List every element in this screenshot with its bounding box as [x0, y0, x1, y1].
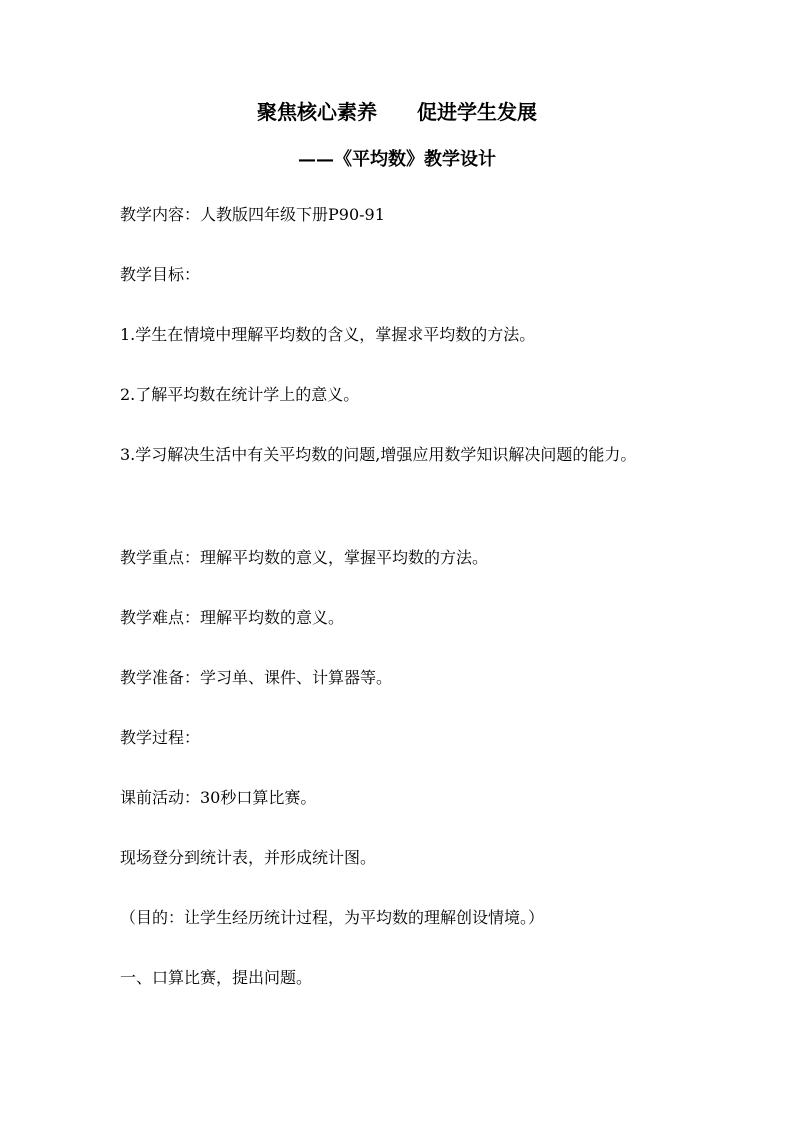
scoring-note: 现场登分到统计表，并形成统计图。	[120, 848, 377, 867]
teaching-key-points: 教学重点：理解平均数的意义，掌握平均数的方法。	[120, 548, 489, 567]
purpose-note: （目的：让学生经历统计过程，为平均数的理解创设情境。）	[120, 908, 545, 927]
document-subtitle: ——《平均数》教学设计	[298, 149, 496, 170]
pre-class-activity: 课前活动：30秒口算比赛。	[120, 788, 317, 807]
goal-item-2: 2.了解平均数在统计学上的意义。	[120, 385, 360, 404]
document-title: 聚焦核心素养 促进学生发展	[257, 100, 537, 124]
section-one-heading: 一、口算比赛，提出问题。	[120, 968, 313, 987]
goal-item-1: 1.学生在情境中理解平均数的含义，掌握求平均数的方法。	[120, 325, 536, 344]
teaching-difficulties: 教学难点：理解平均数的意义。	[120, 608, 345, 627]
teaching-process-heading: 教学过程：	[120, 728, 201, 747]
teaching-content: 教学内容：人教版四年级下册P90-91	[120, 205, 385, 224]
teaching-preparation: 教学准备：学习单、课件、计算器等。	[120, 668, 393, 687]
teaching-goals-heading: 教学目标：	[120, 265, 201, 284]
goal-item-3: 3.学习解决生活中有关平均数的问题,增强应用数学知识解决问题的能力。	[120, 445, 637, 464]
